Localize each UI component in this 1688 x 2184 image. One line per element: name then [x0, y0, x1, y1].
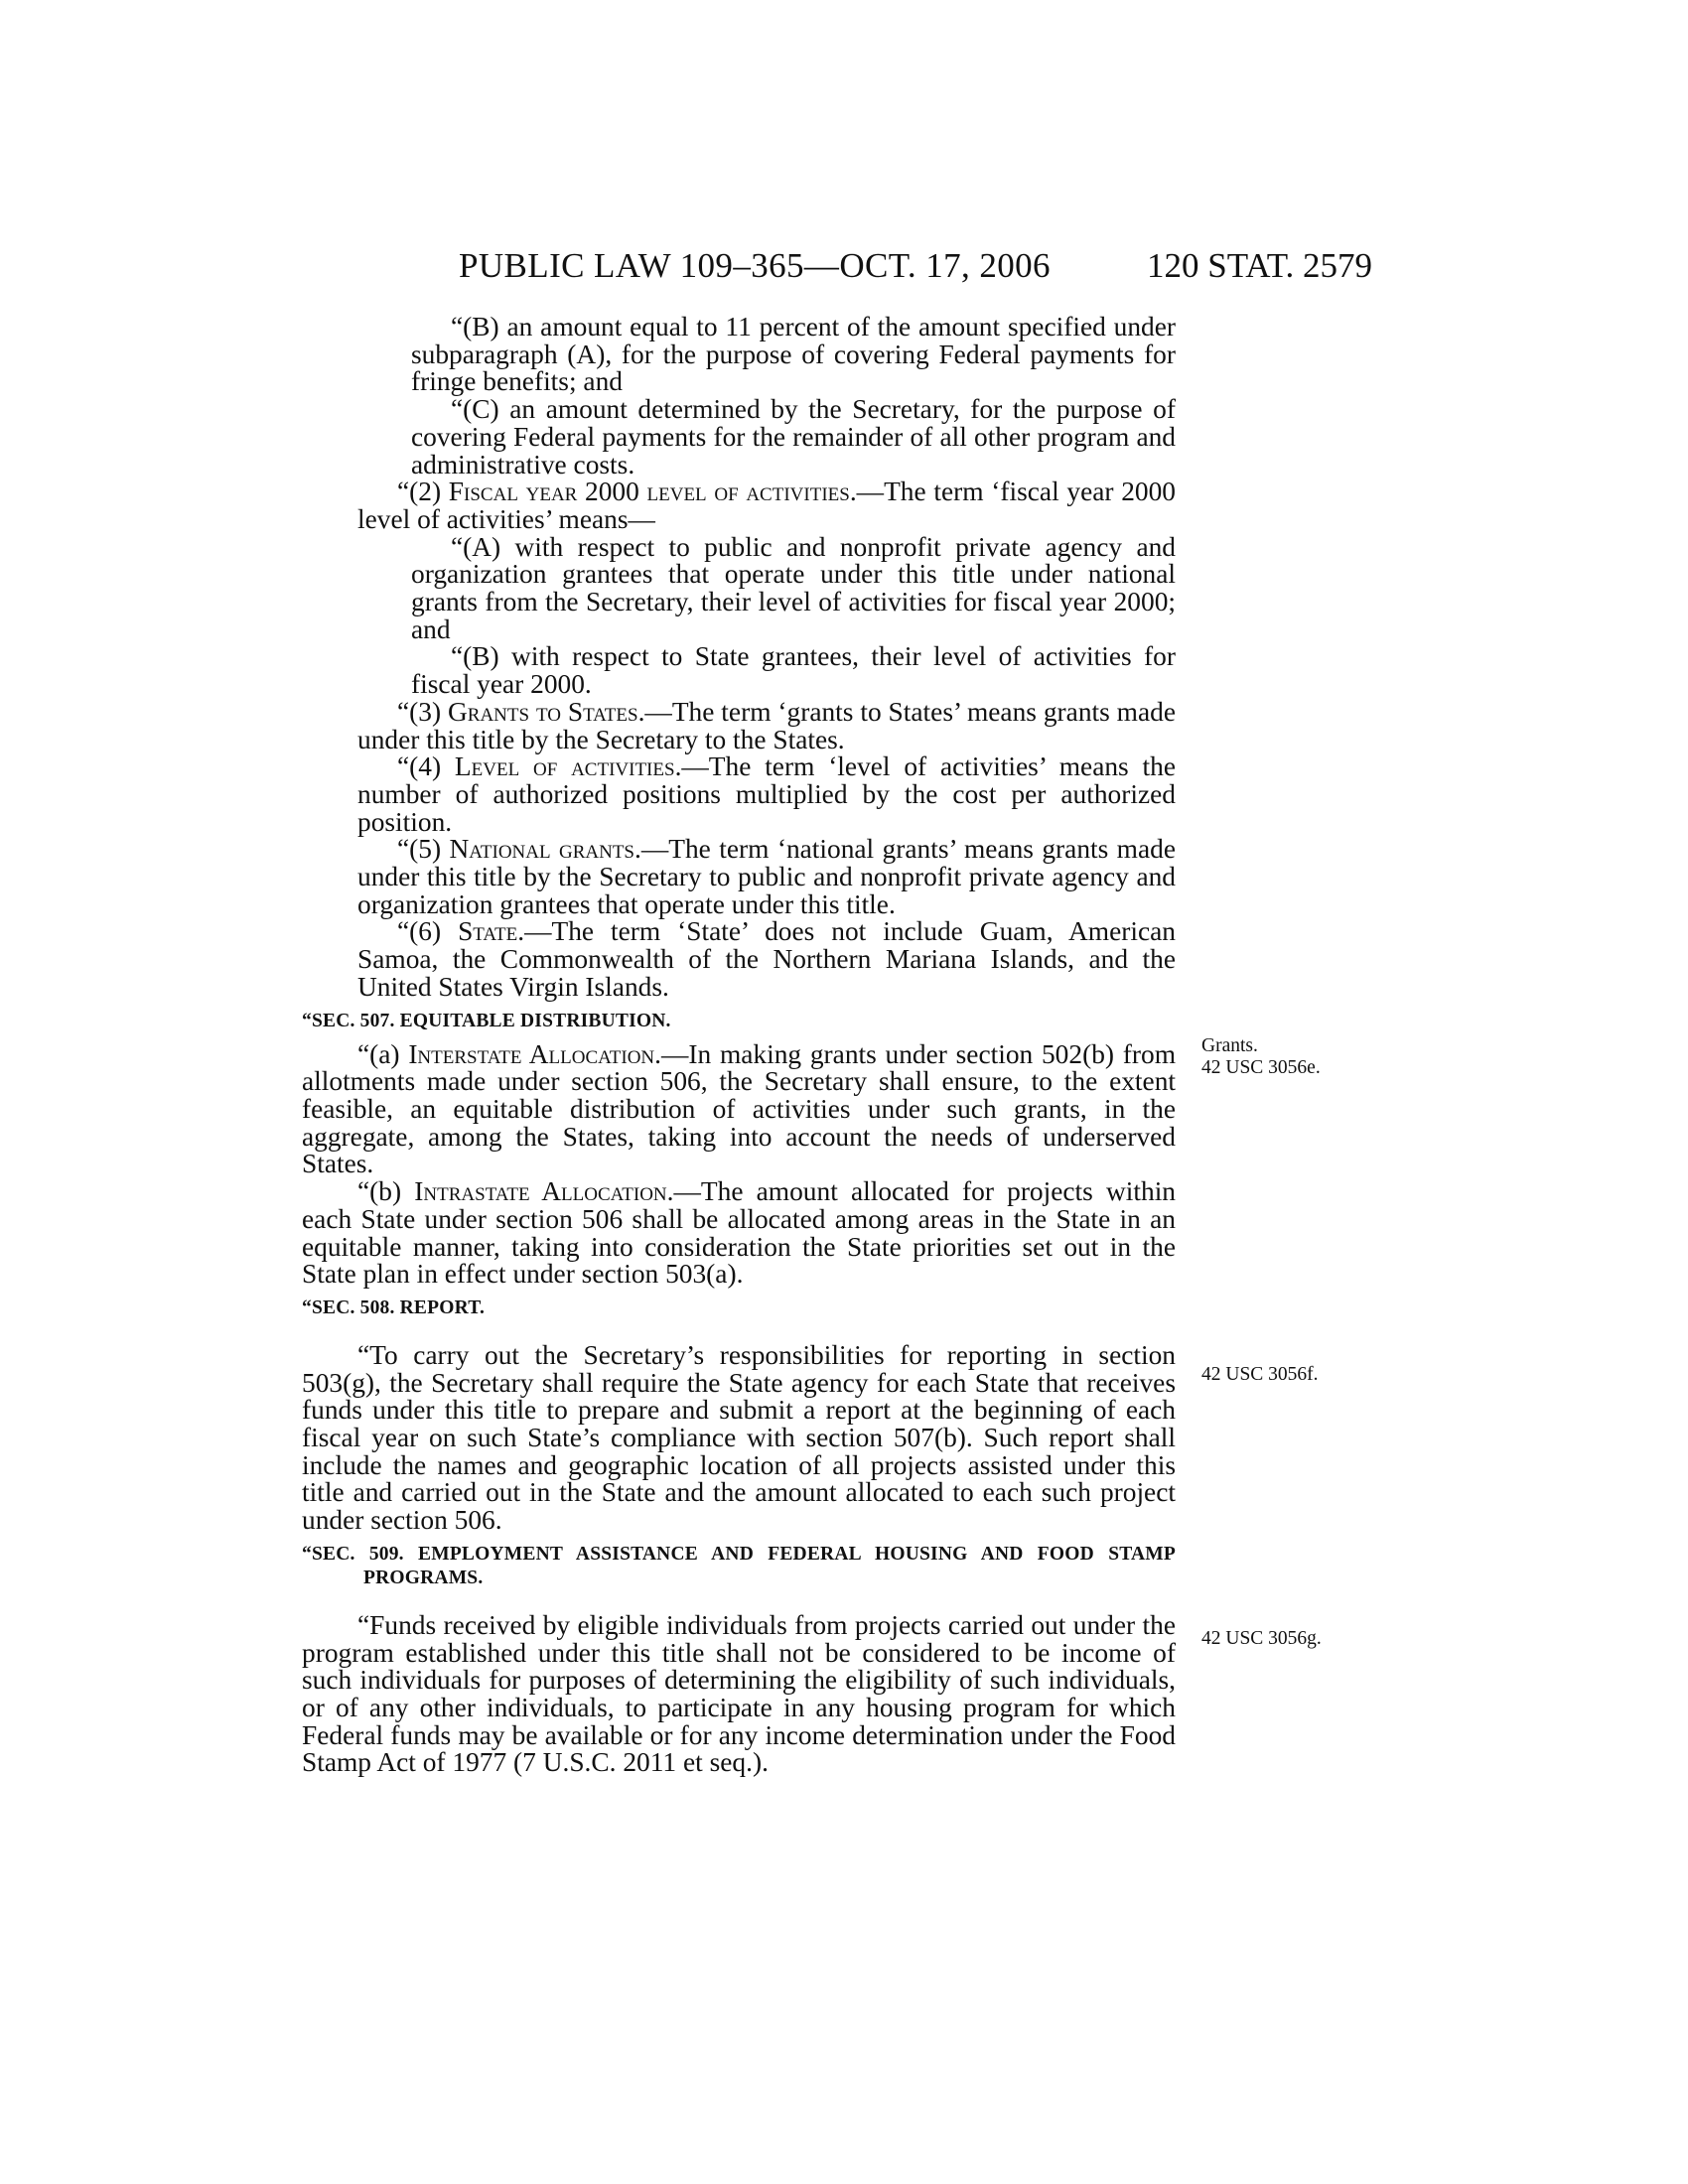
paragraph-body: .—The term ‘State’ does not include Guam, American Samoa, the Commonwealth of the Northern Mariana Islands, and the United States Virgin Islands.: [357, 916, 1176, 1002]
paragraph: “To carry out the Secretary’s responsibilities for reporting in section 503(g), the Secretary shall require the State agency for each State that receives funds under this title to prepare and submit a report at the beginning of each fiscal year on such State’s compliance with section 507(b). Such report shall include the names and geographic location of all projects assisted under this title and carried out in the State and the amount allocated to each such project under section 506.: [302, 1339, 1176, 1536]
paragraph: [302, 1178, 1176, 1289]
paragraph: [302, 918, 1176, 1001]
paragraph-number: “(5): [397, 834, 450, 865]
paragraph-body: .—The term ‘national grants’ means grants made under this title by the Secretary to public and nonprofit private agency and organization grantees that operate under this title.: [357, 834, 1176, 919]
paragraph: “(A) with respect to public and nonprofit private agency and organization grantees that operate under this title under national grants from the Secretary, their level of activities for fiscal year 2000; and: [411, 531, 1176, 644]
paragraph: “(B) an amount equal to 11 percent of the amount specified under subparagraph (A), for the purpose of covering Federal payments for fringe benefits; and: [411, 312, 1176, 397]
paragraph-body: .—In making grants under section 502(b) from allotments made under section 506, the Secretary shall ensure, to the extent feasible, an equitable distribution of activities under such grants, in the aggregate, among the States, taking into account the needs of underserved States.: [302, 1038, 1176, 1179]
paragraph: “(C) an amount determined by the Secretary, for the purpose of covering Federal payments for the remainder of all other program and administrative costs.: [411, 394, 1176, 479]
paragraph-number: “(b): [357, 1176, 415, 1207]
page-header-title: PUBLIC LAW 109–365—OCT. 17, 2006: [459, 246, 1051, 285]
body-text: [302, 314, 1176, 1777]
paragraph-number: “(2): [397, 477, 449, 507]
margin-note-grants: [1201, 1035, 1321, 1079]
margin-note-3056g: 42 USC 3056g.: [1201, 1628, 1322, 1649]
paragraph-number: “(4): [397, 751, 455, 782]
paragraph-number: “(a): [357, 1038, 409, 1069]
page-header-stat: 120 STAT. 2579: [1147, 246, 1372, 285]
paragraph: [302, 696, 1176, 754]
paragraph-number: “(6): [397, 916, 459, 947]
paragraph: [302, 478, 1176, 533]
section-heading-509: “SEC. 509. EMPLOYMENT ASSISTANCE AND FEDERAL HOUSING AND FOOD STAMP PROGRAMS.: [302, 1543, 1176, 1588]
paragraph-body: .—The term ‘level of activities’ means the number of authorized positions multiplied by the cost per authorized position.: [357, 751, 1176, 837]
paragraph-heading: Intrastate Allocation: [414, 1176, 667, 1207]
paragraph: [302, 1038, 1176, 1179]
paragraph: [302, 753, 1176, 836]
margin-note-line: Grants.: [1201, 1035, 1258, 1056]
paragraph: “(B) with respect to State grantees, their level of activities for fiscal year 2000.: [411, 641, 1176, 700]
paragraph-heading: National grants: [449, 834, 635, 865]
paragraph-heading: Grants to States: [448, 696, 638, 727]
paragraph-body: .—The amount allocated for projects within each State under section 506 shall be allocated among areas in the State in an equitable manner, taking into consideration the State priorities set out in the State plan in effect under section 503(a).: [302, 1176, 1176, 1290]
section-heading-508: “SEC. 508. REPORT.: [302, 1297, 486, 1318]
margin-note-3056f: 42 USC 3056f.: [1201, 1364, 1319, 1385]
paragraph: “Funds received by eligible individuals from projects carried out under the program established under this title shall not be considered to be income of such individuals for purposes of determining the eligibility of such individuals, or of any other individuals, to participate in any housing program for which Federal funds may be available or for any income determination under the Food Stamp Act of 1977 (7 U.S.C. 2011 et seq.).: [302, 1609, 1176, 1778]
paragraph-heading: Fiscal year 2000 level of activities: [448, 477, 850, 507]
paragraph-number: “(3): [397, 696, 448, 727]
paragraph-body: .—The term ‘grants to States’ means grants made under this title by the Secretary to the States.: [357, 696, 1176, 754]
margin-note-line: 42 USC 3056e.: [1201, 1057, 1321, 1078]
paragraph-body: .—The term ‘fiscal year 2000 level of activities’ means—: [357, 477, 1176, 534]
paragraph: [302, 836, 1176, 918]
paragraph-heading: State: [458, 916, 518, 947]
section-heading-507: “SEC. 507. EQUITABLE DISTRIBUTION.: [302, 1010, 671, 1031]
paragraph-heading: Level of activities: [454, 751, 675, 782]
paragraph-heading: Interstate Allocation: [408, 1038, 655, 1069]
